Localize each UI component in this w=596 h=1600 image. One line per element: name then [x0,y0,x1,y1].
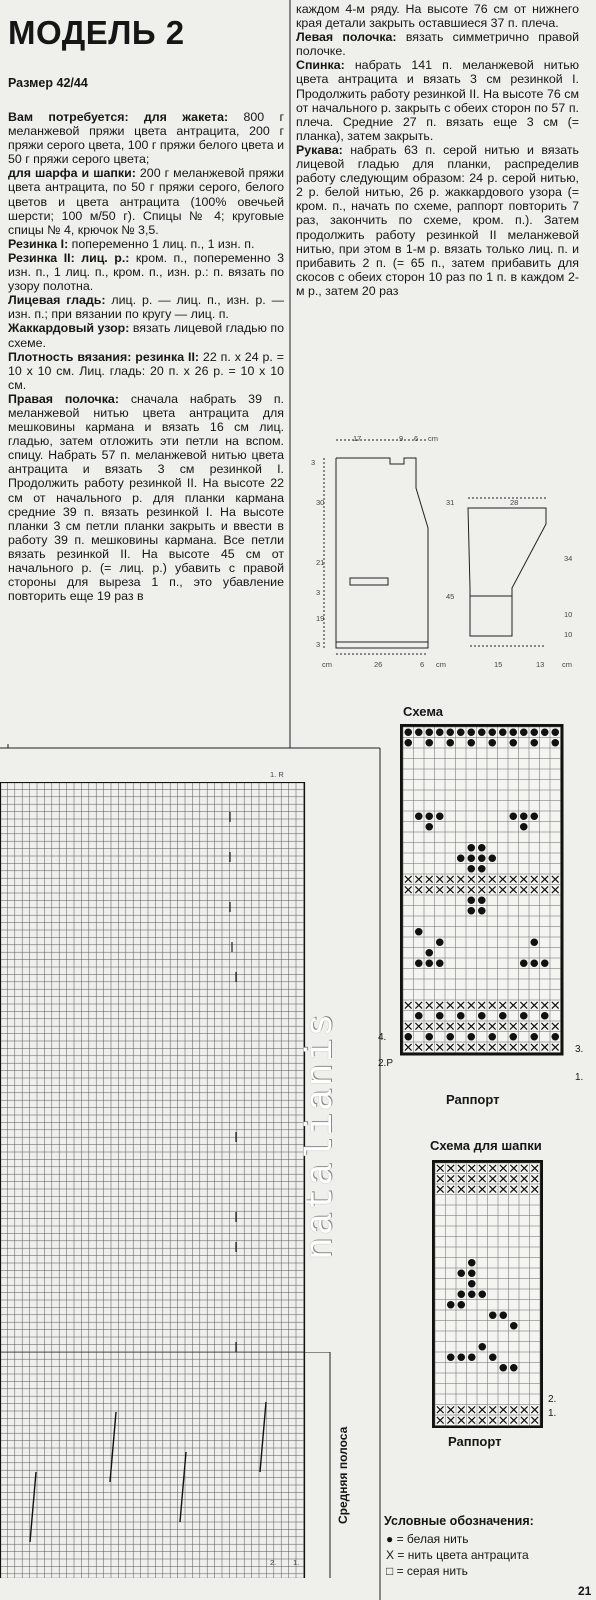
legend-title: Условные обозначения: [384,1514,534,1528]
white-yarn-dot [457,1301,465,1309]
legend-item-grey: □ = серая нить [386,1564,468,1578]
white-yarn-dot [478,1290,486,1298]
white-yarn-dot [468,1259,476,1267]
instruction-text: 800 г меланжевой пряжи цвета антрацита, 200 г пряжи серого цвета, 100 г пряжи белого цвета и 50 г пряжи серого цвета; [8,110,284,167]
dim-label: 21 [316,558,325,567]
dim-label: cm [562,660,572,669]
instruction-text: вязать симметрично правой полочке. [296,30,580,59]
scheme-jacquard-chart [400,724,568,1086]
white-yarn-dot [478,896,486,904]
white-yarn-dot [447,1353,455,1361]
dim-label: 30 [316,498,325,507]
dot-icon: ● [386,1532,394,1546]
white-yarn-dot [446,1033,454,1041]
white-yarn-dot [436,959,444,967]
white-yarn-dot [520,959,528,967]
white-yarn-dot [509,812,517,820]
white-yarn-dot [489,1353,497,1361]
instruction-heading: Жаккардовый узор: [8,321,130,336]
instruction-text: набрать 63 п. серой нитью и вязать лицевой гладью для планки, распределив работу следующим образом: 24 р. серой нитью, 2 р. белой нитью, 26 р. жаккардового узора (= кром. п., начать по схеме, раппорт повторить 7 раз, закончить по схеме, кром. п.). Затем продолжить работу резинкой II меланжевой нитью, при этом в 1-м р. вязать только лиц. п. и прибавить 2 п. (= 65 п., затем прибавить для скосов с обеих сторон 10 раз по 1 п. в каждом 2-м р., затем 20 раз [296,142,579,298]
dim-label: 10 [564,630,573,639]
white-yarn-dot [541,959,549,967]
white-yarn-dot [489,1311,497,1319]
dim-label: cm [436,660,446,669]
white-yarn-dot [551,739,559,747]
instruction-text: 200 г меланжевой пряжи цвета антрацита, по 50 г пряжи серого, белого цветов и цвета антрацита (100% овечьей шерсти; 100 м/50 г). Спицы № 4; круговые спицы № 4, крючок № 3,5. [8,166,284,237]
white-yarn-dot [457,1012,465,1020]
dim-label: 15 [494,660,503,669]
middle-stripe-label: Средняя полоса [336,1426,350,1524]
white-yarn-dot [436,1012,444,1020]
white-yarn-dot [425,739,433,747]
scheme-hat-chart [432,1160,546,1428]
white-yarn-dot [404,1033,412,1041]
white-yarn-dot [478,1012,486,1020]
white-yarn-dot [425,959,433,967]
white-yarn-dot [446,739,454,747]
instruction-heading: Резинка II: лиц. р.: [8,250,130,265]
dim-label: cm [428,434,438,443]
white-yarn-dot [530,1033,538,1041]
instruction-heading: Рукава: [296,142,343,157]
white-yarn-dot [478,907,486,915]
scheme-repeat-label: Раппорт [446,1092,500,1107]
white-yarn-dot [467,854,475,862]
white-yarn-dot [488,739,496,747]
cross-icon: X [386,1548,395,1562]
dim-label: 6 [414,434,419,443]
white-yarn-dot [425,728,433,736]
white-yarn-dot [530,812,538,820]
white-yarn-dot [530,959,538,967]
instruction-heading: Правая полочка: [8,391,119,406]
row-mark: 4. [378,1032,387,1043]
dim-label: 19 [316,614,325,623]
dim-label: 3 [316,640,321,649]
row-mark: 1. [293,1558,300,1567]
instruction-text: сначала набрать 39 п. меланжевой нитью цвета антрацита для мешковины кармана и вязать 16 см лиц. гладью, затем отложить эти петли на вспом. спицу. Набрать 57 п. меланжевой нитью цвета антрацита и вязать 3 см резинкой I. Продолжить работу резинкой II. На высоте 22 см от начального р. для планки кармана средние 39 п. вязать резинкой I. На высоте планки 3 см петли планки закрыть и ввести в работу 39 п. мешковины кармана. Все петли вязать резинкой II. На высоте 45 см от начального р. (= лиц. р.) убавить с правой стороны для выреза 1 п., это убавление повторить еще 19 раз в [8,391,284,604]
page-number: 21 [578,1584,592,1598]
instruction-heading: Левая полочка: [296,30,397,45]
white-yarn-dot [510,1322,518,1330]
scheme-hat-caption: Схема для шапки [430,1138,542,1153]
white-yarn-dot [457,1353,465,1361]
row-mark: 1. [548,1408,557,1419]
white-yarn-dot [425,949,433,957]
white-yarn-dot [541,1012,549,1020]
middle-stripe-frame [0,1352,336,1578]
dim-label: 13 [536,660,545,669]
instruction-heading: Плотность вязания: резинка II: [8,349,200,364]
page-title: МОДЕЛЬ 2 [8,14,185,51]
white-yarn-dot [457,1269,465,1277]
square-icon: □ [386,1564,394,1578]
white-yarn-dot [510,1364,518,1372]
scheme-hat-repeat-label: Раппорт [448,1434,502,1449]
size-label: Размер 42/44 [8,76,88,90]
white-yarn-dot [447,1301,455,1309]
dim-label: 26 [374,660,383,669]
white-yarn-dot [478,844,486,852]
white-yarn-dot [436,812,444,820]
white-yarn-dot [404,728,412,736]
white-yarn-dot [478,865,486,873]
white-yarn-dot [499,728,507,736]
white-yarn-dot [509,739,517,747]
white-yarn-dot [457,728,465,736]
white-yarn-dot [530,938,538,946]
instruction-heading: для шарфа и шапки: [8,166,136,181]
instruction-text: набрать 141 п. меланжевой нитью цвета антрацита и вязать 3 см резинкой I. Продолжить работу резинкой II. На высоте 76 см от начального р. закрыть с обеих сторон по 57 п. плеча. Средние 27 п. вязать еще 3 см (= планка), затем закрыть. [296,58,579,143]
dim-label: 3 [316,588,321,597]
dim-label: 28 [510,498,519,507]
white-yarn-dot [467,728,475,736]
watermark-text: natalianis [300,1011,343,1260]
instruction-text: 22 п. х 24 р. = 10 х 10 см. Лиц. гладь: 20 п. х 26 р. = 10 х 10 см. [8,349,284,392]
white-yarn-dot [468,1269,476,1277]
dim-label: 31 [446,498,455,507]
white-yarn-dot [520,812,528,820]
white-yarn-dot [499,1364,507,1372]
white-yarn-dot [436,938,444,946]
white-yarn-dot [415,928,423,936]
white-yarn-dot [446,728,454,736]
white-yarn-dot [468,1353,476,1361]
white-yarn-dot [415,1012,423,1020]
row-mark: 2.Р [378,1058,394,1069]
instruction-text: попеременно 1 лиц. п., 1 изн. п. [68,236,255,251]
white-yarn-dot [425,812,433,820]
white-yarn-dot [530,728,538,736]
instruction-heading: Лицевая гладь: [8,293,106,308]
row-mark: 2. [270,1558,277,1567]
instruction-text: вязать лицевой гладью по схеме. [8,321,284,350]
instruction-heading: Вам потребуется: для жакета: [8,110,229,124]
dim-label: 6 [420,660,425,669]
white-yarn-dot [436,728,444,736]
white-yarn-dot [499,1311,507,1319]
instruction-text: каждом 4-м ряду. На высоте 76 см от нижнего края детали закрыть оставшиеся 37 п. плеча. [296,2,579,31]
white-yarn-dot [530,739,538,747]
white-yarn-dot [478,1343,486,1351]
instruction-heading: Спинка: [296,58,345,73]
dim-label: cm [322,660,332,669]
white-yarn-dot [468,1290,476,1298]
white-yarn-dot [551,728,559,736]
white-yarn-dot [467,896,475,904]
white-yarn-dot [478,854,486,862]
white-yarn-dot [467,844,475,852]
dim-label: 17 [353,434,362,443]
row-mark: 2. [548,1394,557,1405]
white-yarn-dot [541,728,549,736]
white-yarn-dot [467,1033,475,1041]
instruction-text: кром. п., попеременно 3 изн. п., 1 лиц. п., кром. п., изн. р.: п. вязать по узору полотна. [8,250,284,294]
row-mark: 1. R [270,770,284,779]
white-yarn-dot [457,854,465,862]
white-yarn-dot [457,1290,465,1298]
white-yarn-dot [509,1033,517,1041]
dim-label: 45 [446,592,455,601]
white-yarn-dot [468,1280,476,1288]
white-yarn-dot [520,1012,528,1020]
white-yarn-dot [467,739,475,747]
legend-item-white: ● = белая нить [386,1532,469,1546]
white-yarn-dot [551,1033,559,1041]
white-yarn-dot [520,823,528,831]
white-yarn-dot [425,823,433,831]
white-yarn-dot [478,728,486,736]
dim-label: 10 [564,610,573,619]
scheme-caption: Схема [403,704,444,719]
instruction-heading: Резинка I: [8,236,69,251]
row-mark: 3. [575,1044,584,1055]
instruction-text: лиц. р. — лиц. п., изн. р. — изн. п.; при вязании по кругу — лиц. п. [8,293,284,322]
white-yarn-dot [415,959,423,967]
white-yarn-dot [520,728,528,736]
white-yarn-dot [488,728,496,736]
white-yarn-dot [467,907,475,915]
white-yarn-dot [488,1033,496,1041]
white-yarn-dot [415,812,423,820]
white-yarn-dot [509,728,517,736]
dim-label: 34 [564,554,573,563]
white-yarn-dot [425,1033,433,1041]
white-yarn-dot [499,1012,507,1020]
dim-label: 3 [311,458,316,467]
white-yarn-dot [488,854,496,862]
white-yarn-dot [404,739,412,747]
white-yarn-dot [467,865,475,873]
dim-label: 9 [399,434,404,443]
row-mark: 1. [575,1072,584,1083]
white-yarn-dot [415,728,423,736]
legend-item-anthracite: X = нить цвета антрацита [386,1548,529,1562]
